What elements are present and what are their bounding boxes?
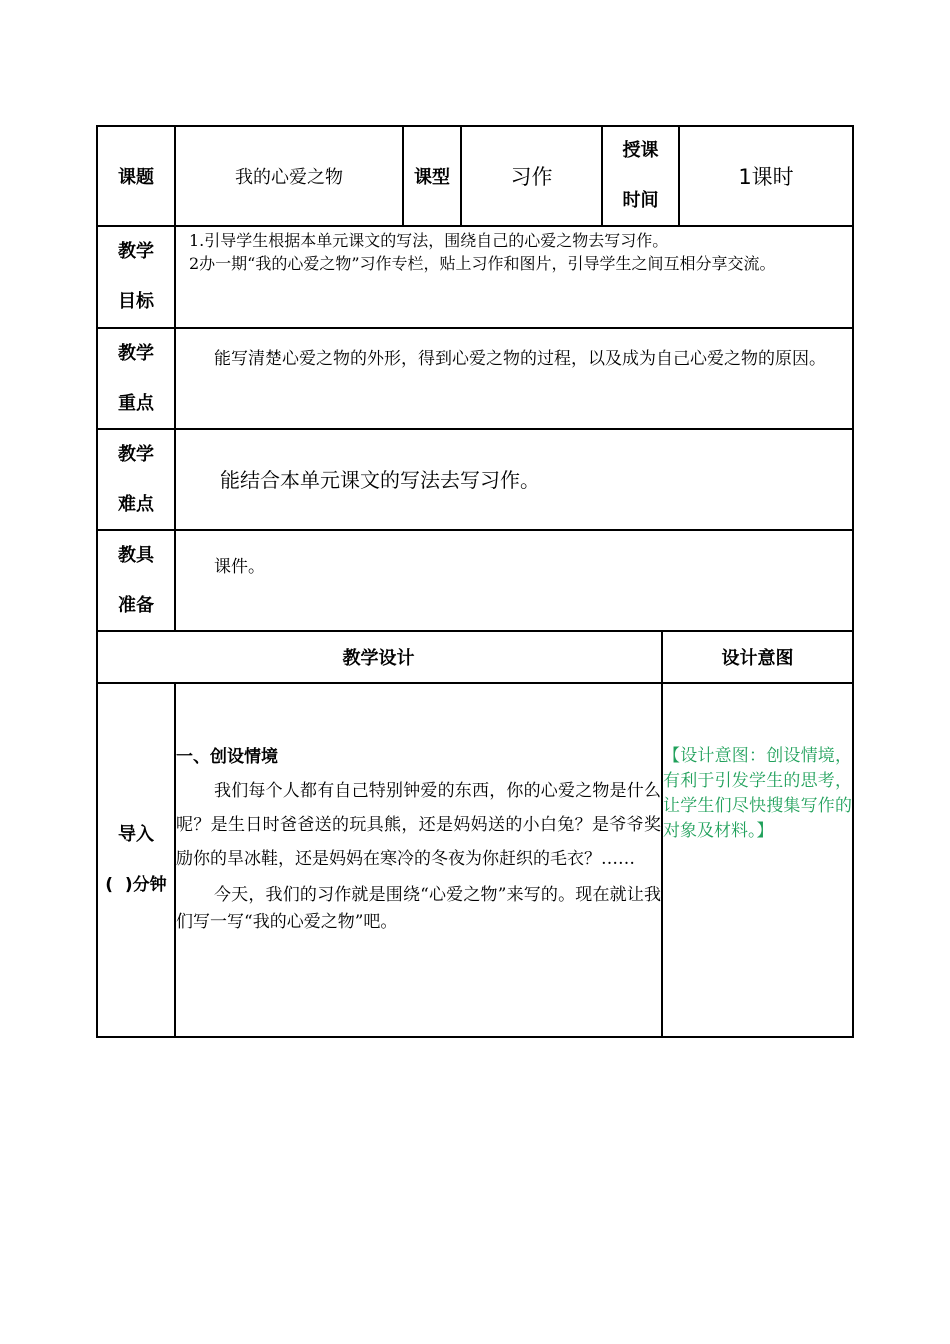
key-points-label-line1: 教学 (118, 342, 154, 364)
key-points-label (96, 329, 176, 428)
table-rule (96, 682, 854, 684)
difficulties-text: 能结合本单元课文的写法去写习作。 (220, 468, 540, 492)
difficulties-label-line2: 难点 (118, 493, 154, 515)
table-rule (96, 1036, 854, 1038)
type-value (462, 125, 601, 227)
intro-label (96, 684, 176, 1036)
goals-label-line2: 目标 (118, 291, 154, 312)
intro-label-line1: 导入 (118, 824, 154, 845)
time-value-text: 1课时 (738, 165, 794, 189)
topic-label-text: 课题 (118, 167, 154, 188)
intent-header-text: 设计意图 (721, 648, 794, 669)
goals-label-line1: 教学 (118, 241, 154, 262)
table-rule (96, 327, 854, 329)
intro-paragraph-2: 今天，我们的习作就是围绕“心爱之物”来写的。现在就让我们写一写“我的心爱之物”吧。 (176, 885, 661, 932)
design-header-text: 教学设计 (342, 648, 415, 669)
type-label-text: 课型 (414, 167, 450, 188)
goal-item-2: 2办一期“我的心爱之物”习作专栏，贴上习作和图片，引导学生之间互相分享交流。 (189, 254, 776, 273)
time-value (680, 125, 852, 227)
table-rule (96, 428, 854, 430)
key-points-text: 能写清楚心爱之物的外形，得到心爱之物的过程，以及成为自己心爱之物的原因。 (214, 349, 826, 369)
intro-label-line2: ( )分钟 (105, 875, 167, 895)
table-rule (852, 125, 854, 1038)
intro-paragraph-1: 我们每个人都有自己特别钟爱的东西，你的心爱之物是什么呢？是生日时爸爸送的玩具熊，还是妈妈送的小白兔？是爷爷奖励你的旱冰鞋，还是妈妈在寒冷的冬夜为你赶织的毛衣？…… (176, 781, 661, 869)
goal-item-1: 1.引导学生根据本单元课文的写法，围绕自己的心爱之物去写习作。 (189, 231, 669, 250)
difficulties-label-line1: 教学 (118, 443, 154, 465)
design-intent-note: 【设计意图：创设情境，有利于引发学生的思考，让学生们尽快搜集写作的对象及材料。】 (663, 746, 852, 841)
lesson-plan-table (96, 125, 854, 1038)
topic-label (96, 125, 176, 227)
key-points-label-line2: 重点 (118, 392, 154, 414)
design-header (96, 632, 661, 682)
materials-label-line1: 教具 (118, 544, 154, 566)
goals-text (176, 229, 852, 275)
materials-label (96, 531, 176, 630)
materials-label-line2: 准备 (118, 594, 154, 616)
intro-heading: 一、创设情境 (176, 747, 278, 767)
intro-content (176, 744, 661, 936)
type-label (404, 125, 460, 227)
difficulties-label (96, 430, 176, 529)
materials-text: 课件。 (214, 557, 265, 577)
time-label-line2: 时间 (622, 190, 659, 211)
time-label-line1: 授课 (622, 140, 659, 161)
intent-header (663, 632, 852, 682)
table-rule (96, 529, 854, 531)
topic-value (176, 125, 402, 227)
type-value-text: 习作 (510, 165, 553, 189)
topic-value-text: 我的心爱之物 (235, 167, 343, 188)
time-label (603, 125, 678, 227)
goals-label (96, 227, 176, 327)
